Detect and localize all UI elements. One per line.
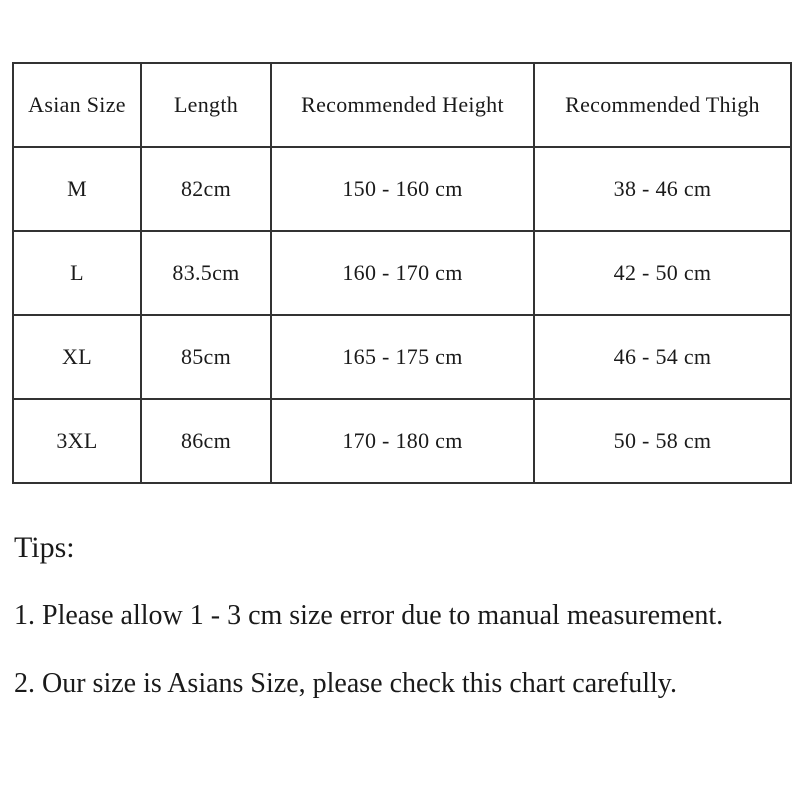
cell-recommended-height: 170 - 180 cm <box>271 399 534 483</box>
tips-title: Tips: <box>14 531 75 564</box>
tip-item-1: 1. Please allow 1 - 3 cm size error due to manual measurement. <box>14 600 724 631</box>
cell-length: 85cm <box>141 315 271 399</box>
cell-length: 82cm <box>141 147 271 231</box>
cell-recommended-thigh: 46 - 54 cm <box>534 315 791 399</box>
table-row <box>13 315 791 399</box>
cell-recommended-height: 160 - 170 cm <box>271 231 534 315</box>
cell-recommended-height: 165 - 175 cm <box>271 315 534 399</box>
table-header-row <box>13 63 791 147</box>
tips-section <box>14 528 790 732</box>
cell-size: M <box>13 147 141 231</box>
col-header-recommended-thigh: Recommended Thigh <box>534 63 791 147</box>
col-header-length: Length <box>141 63 271 147</box>
cell-size: XL <box>13 315 141 399</box>
cell-recommended-height: 150 - 160 cm <box>271 147 534 231</box>
table-row <box>13 147 791 231</box>
cell-recommended-thigh: 50 - 58 cm <box>534 399 791 483</box>
tip-item-2: 2. Our size is Asians Size, please check this chart carefully. <box>14 668 677 699</box>
cell-size: 3XL <box>13 399 141 483</box>
table-row <box>13 231 791 315</box>
col-header-recommended-height: Recommended Height <box>271 63 534 147</box>
cell-length: 86cm <box>141 399 271 483</box>
cell-length: 83.5cm <box>141 231 271 315</box>
table-row <box>13 399 791 483</box>
cell-recommended-thigh: 42 - 50 cm <box>534 231 791 315</box>
size-chart-table <box>12 62 792 484</box>
col-header-asian-size: Asian Size <box>13 63 141 147</box>
cell-recommended-thigh: 38 - 46 cm <box>534 147 791 231</box>
cell-size: L <box>13 231 141 315</box>
